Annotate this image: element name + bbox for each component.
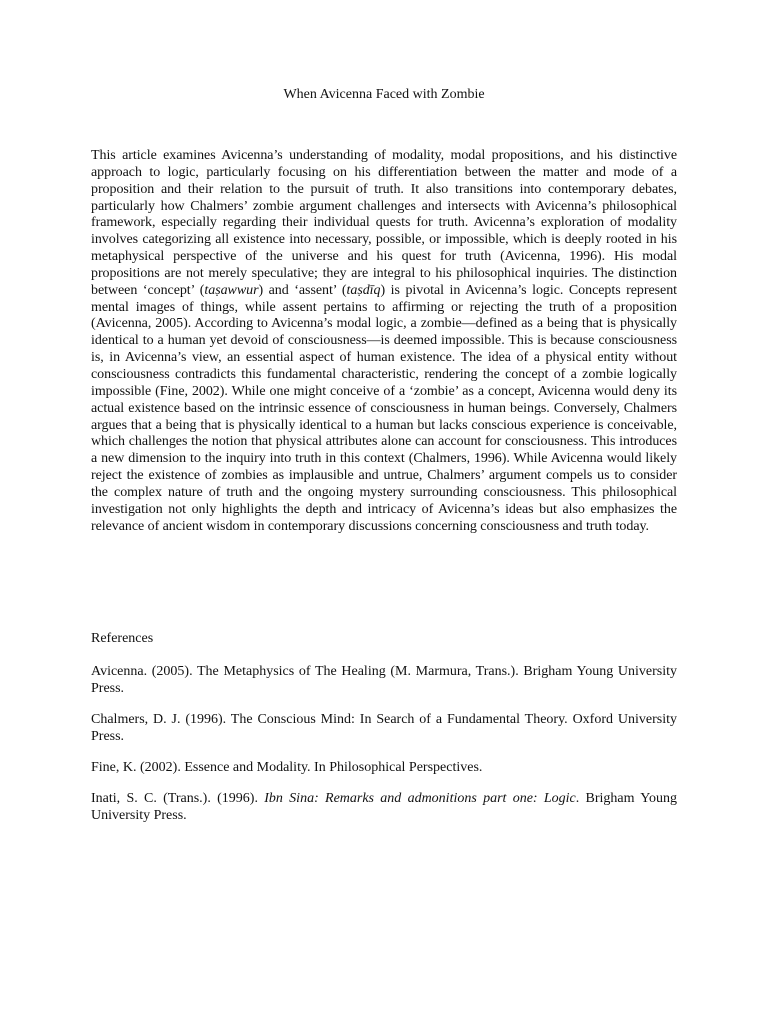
reference-item-chalmers: Chalmers, D. J. (1996). The Conscious Mind: In Search of a Fundamental Theory. Oxford University Press. [91, 712, 677, 744]
abstract-text-part-1: This article examines Avicenna’s understanding of modality, modal propositions, and his distinctive approach to logic, particularly focusing on his differentiation between the matter and mode of a proposition and their relation to the pursuit of truth. It also transitions into contemporary debates, particularly how Chalmers’ zombie argument challenges and intersects with Avicenna’s philosophical framework, especially regarding their individual quests for truth. Avicenna’s exploration of modality involves categorizing all existence into necessary, possible, or impossible, which is deeply rooted in his metaphysical perspective of the universe and his quest for truth (Avicenna, 1996). His modal propositions are not merely speculative; they are integral to his philosophical inquiries. The distinction between ‘concept’ ( [91, 148, 677, 298]
reference-item-avicenna: Avicenna. (2005). The Metaphysics of The Healing (M. Marmura, Trans.). Brigham Young University Press. [91, 664, 677, 696]
abstract-paragraph [91, 148, 677, 535]
reference-inati-book-title: Ibn Sina: Remarks and admonitions part one: Logic [264, 791, 576, 806]
reference-item-fine: Fine, K. (2002). Essence and Modality. In Philosophical Perspectives. [91, 760, 483, 775]
references-heading: References [91, 631, 154, 646]
abstract-text-part-3: ) is pivotal in Avicenna’s logic. Concepts represent mental images of things, while assent pertains to affirming or rejecting the truth of a proposition (Avicenna, 2005). According to Avicenna’s modal logic, a zombie—defined as a being that is physically identical to a human yet devoid of consciousness—is deemed impossible. This is because consciousness is, in Avicenna’s view, an essential aspect of human existence. The idea of a physical entity without consciousness contradicts this fundamental characteristic, rendering the concept of a zombie logically impossible (Fine, 2002). While one might conceive of a ‘zombie’ as a concept, Avicenna would deny its actual existence based on the intrinsic essence of consciousness in human beings. Conversely, Chalmers argues that a being that is physically identical to a human but lacks conscious experience is conceivable, which challenges the notion that physical attributes alone can account for consciousness. This introduces a new dimension to the inquiry into truth in this context (Chalmers, 1996). While Avicenna would likely reject the existence of zombies as implausible and untrue, Chalmers’ argument compels us to consider the complex nature of truth and the ongoing mystery surrounding consciousness. This philosophical investigation not only highlights the depth and intricacy of Avicenna’s ideas but also emphasizes the relevance of ancient wisdom in contemporary discussions concerning consciousness and truth today. [91, 282, 678, 534]
document-title: When Avicenna Faced with Zombie [283, 87, 485, 102]
reference-inati-prefix: Inati, S. C. (Trans.). (1996). [91, 791, 265, 806]
reference-inati-suffix: . Brigham Young University Press. [91, 791, 677, 823]
abstract-term-tasawwur: taṣawwur [204, 282, 259, 298]
abstract-term-tasdiq: taṣdīq [346, 282, 381, 298]
reference-item-inati [91, 790, 677, 824]
abstract-text-part-2: ) and ‘assent’ ( [258, 282, 347, 298]
